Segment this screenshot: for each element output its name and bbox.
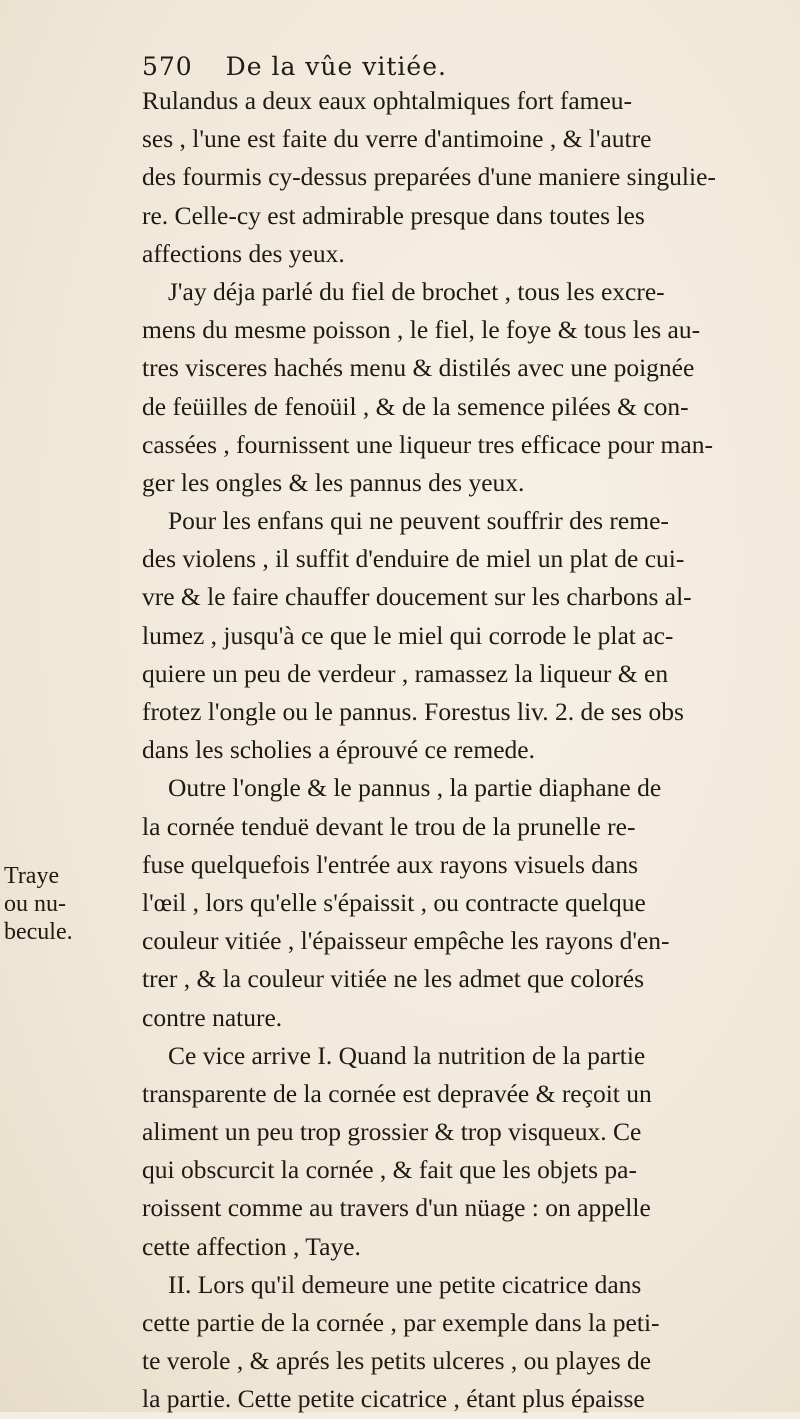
text-line: re. Celle-cy est admirable presque dans toutes les [142,200,645,230]
text-line: des fourmis cy-dessus preparées d'une maniere singulie- [142,162,716,192]
text-line: la cornée tenduë devant le trou de la prunelle re- [142,811,636,841]
text-line: te verole , & aprés les petits ulceres , ou playes de [142,1346,652,1376]
text-line: couleur vitiée , l'épaisseur empêche les rayons d'en- [142,926,670,956]
text-line: transparente de la cornée est depravée & reçoit un [142,1078,652,1108]
margin-note-line: ou nu- [4,891,66,917]
text-line: Outre l'ongle & le pannus , la partie diaphane de [168,773,662,803]
margin-note-line: Traye [4,863,60,889]
text-line: Pour les enfans qui ne peuvent souffrir des reme- [168,506,669,536]
text-line: cassées , fournissent une liqueur tres efficace pour man- [142,429,713,459]
text-line: cette affection , Taye. [142,1231,361,1261]
margin-note-line: becule. [4,919,73,945]
text-line: II. Lors qu'il demeure une petite cicatrice dans [168,1269,642,1299]
text-line: qui obscurcit la cornée , & fait que les objets pa- [142,1155,637,1185]
text-line: l'œil , lors qu'elle s'épaissit , ou contracte quelque [142,887,646,917]
text-line: lumez , jusqu'à ce que le miel qui corrode le plat ac- [142,620,674,650]
text-line: trer , & la couleur vitiée ne les admet que colorés [142,964,645,994]
text-line: dans les scholies a éprouvé ce remede. [142,735,535,765]
text-line: contre nature. [142,1002,283,1032]
text-line: mens du mesme poisson , le fiel, le foye & tous les au- [142,315,701,345]
text-line: frotez l'ongle ou le pannus. Forestus liv. 2. de ses obs [142,697,684,726]
running-title: De la vûe vitiée. [225,52,447,81]
body-text [142,82,782,1419]
text-line: Rulandus a deux eaux ophtalmiques fort fameu- [142,86,633,115]
text-line: la partie. Cette petite cicatrice , étant plus épaisse [142,1384,645,1414]
text-line: ses , l'une est faite du verre d'antimoine , & l'autre [142,124,652,154]
text-line: Ce vice arrive I. Quand la nutrition de la partie [168,1040,646,1070]
text-line: des violens , il suffit d'enduire de miel un plat de cui- [142,544,685,574]
text-line: cette partie de la cornée , par exemple dans la peti- [142,1308,660,1337]
text-line: fuse quelquefois l'entrée aux rayons visuels dans [142,849,639,879]
margin-note [4,862,76,946]
text-line: vre & le faire chauffer doucement sur les charbons al- [142,582,692,612]
text-line: roissent comme au travers d'un nüage : on appelle [142,1193,651,1223]
text-line: ger les ongles & les pannus des yeux. [142,467,525,497]
text-line: de feüilles de fenoüil , & de la semence pilées & con- [142,391,689,421]
text-line: J'ay déja parlé du fiel de brochet , tous les excre- [168,276,665,306]
page-number: 570 [142,52,193,81]
text-line: affections des yeux. [142,238,345,268]
text-line: aliment un peu trop grossier & trop visqueux. Ce [142,1117,642,1147]
running-header [142,52,762,82]
text-line: quiere un peu de verdeur , ramassez la liqueur & en [142,658,669,688]
text-line: tres visceres hachés menu & distilés avec une poignée [142,353,695,383]
